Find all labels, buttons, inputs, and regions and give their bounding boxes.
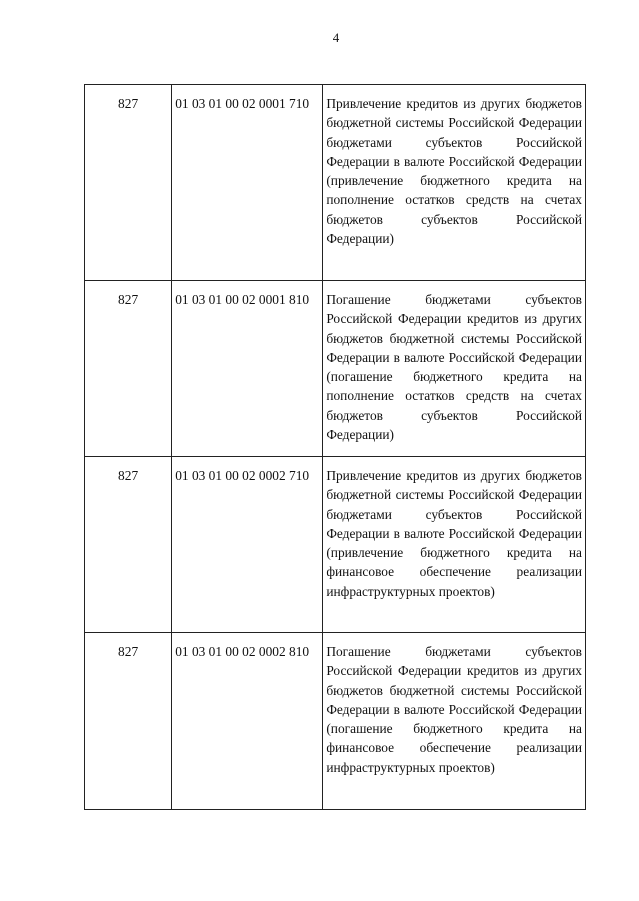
source-code-cell: 01 03 01 00 02 0001 710 [172,85,323,281]
admin-code-cell: 827 [85,281,172,457]
admin-code-cell: 827 [85,457,172,633]
source-name-cell: Погашение бюджетами субъектов Российской Федерации кредитов из других бюджетов бюджетной системы Российской Федерации в валюте Российской Федерации (погашение бюджетного кредита на финансовое обеспечение реализации инфраструктурных проектов) [323,633,586,810]
table-row [85,281,586,457]
table-row [85,633,586,810]
admin-code-cell: 827 [85,85,172,281]
admin-code-cell: 827 [85,633,172,810]
table-row [85,457,586,633]
budget-sources-table [84,84,586,810]
source-code-cell: 01 03 01 00 02 0001 810 [172,281,323,457]
page-number: 4 [332,30,340,45]
table-row [85,85,586,281]
source-name-cell: Погашение бюджетами субъектов Российской Федерации кредитов из других бюджетов бюджетной системы Российской Федерации в валюте Российской Федерации (погашение бюджетного кредита на пополнение остатков средств на счетах бюджетов субъектов Российской Федерации) [323,281,586,457]
source-code-cell: 01 03 01 00 02 0002 710 [172,457,323,633]
source-name-cell: Привлечение кредитов из других бюджетов бюджетной системы Российской Федерации бюджетами субъектов Российской Федерации в валюте Российской Федерации (привлечение бюджетного кредита на финансовое обеспечение реализации инфраструктурных проектов) [323,457,586,633]
source-code-cell: 01 03 01 00 02 0002 810 [172,633,323,810]
source-name-cell: Привлечение кредитов из других бюджетов бюджетной системы Российской Федерации бюджетами субъектов Российской Федерации в валюте Российской Федерации (привлечение бюджетного кредита на пополнение остатков средств на счетах бюджетов субъектов Российской Федерации) [323,85,586,281]
